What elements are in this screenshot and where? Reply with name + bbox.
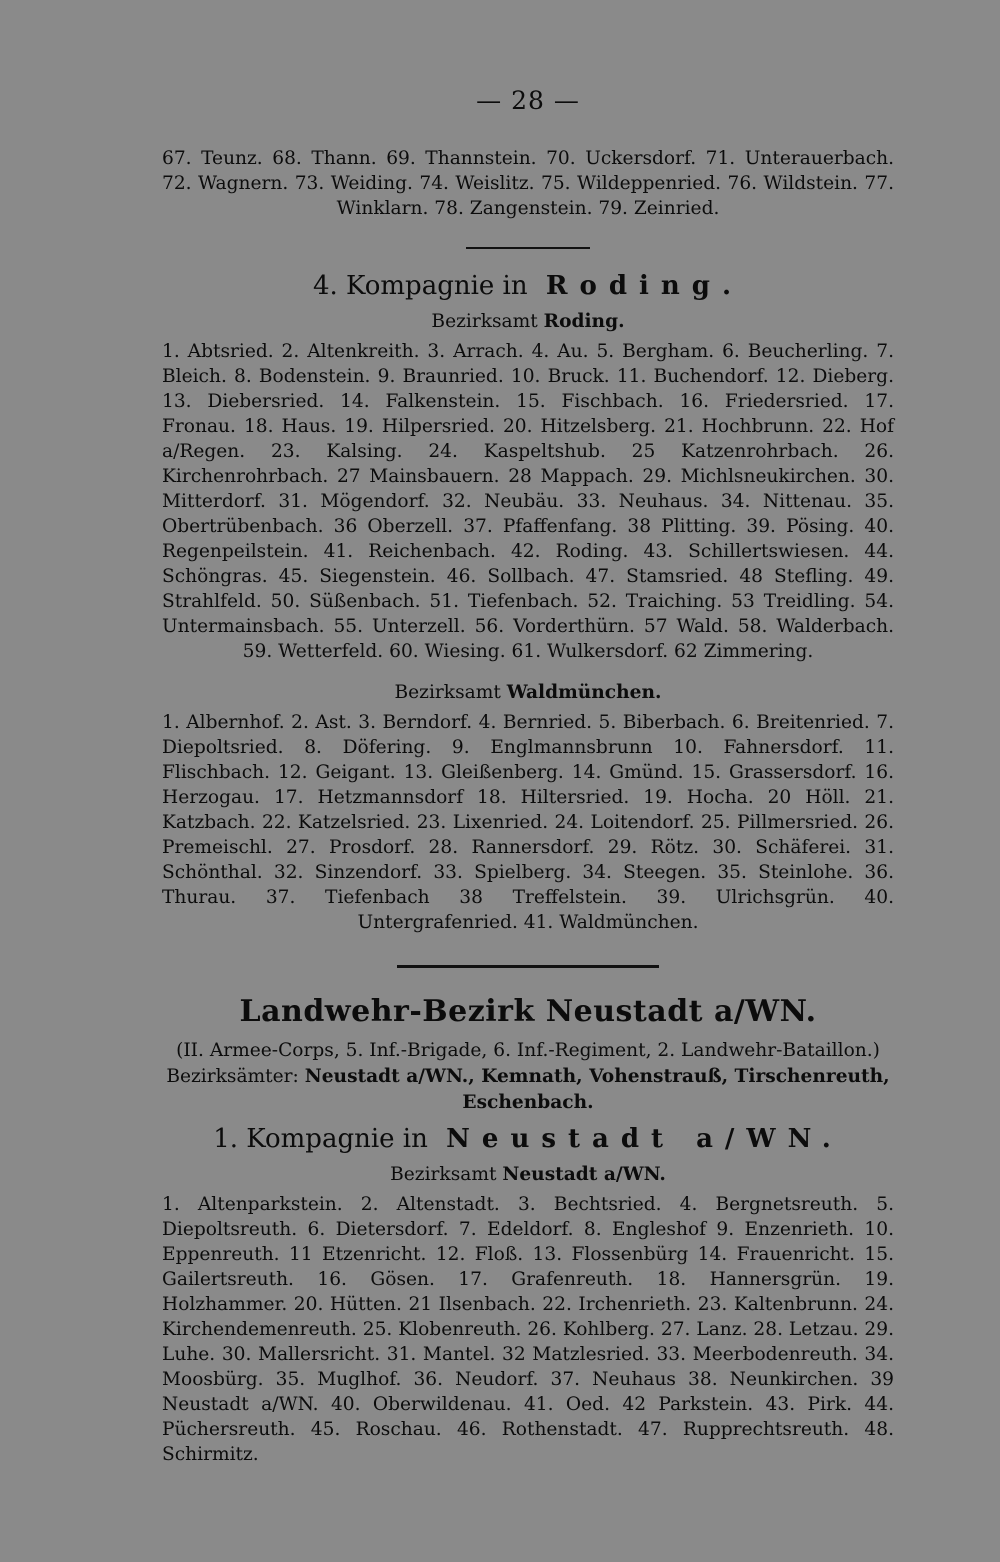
district-list-waldmuenchen: 1. Albernhof. 2. Ast. 3. Berndorf. 4. Bernried. 5. Biberbach. 6. Breitenried. 7. Diepoltsried. 8. Döfering. 9. Englmannsbrunn 10. Fahnersdorf. 11. Flischbach. 12. Geigant. 13. Gleißenberg. 14. Gmünd. 15. Grassersdorf. 16. Herzogau. 17. Hetzmannsdorf 18. Hiltersried. 19. Hocha. 20 Höll. 21. Katzbach. 22. Katzelsried. 23. Lixenried. 24. Loitendorf. 25. Pillmersried. 26. Premeischl. 27. Prosdorf. 28. Rannersdorf. 29. Rötz. 30. Schäferei. 31. Schönthal. 32. Sinzendorf. 33. Spielberg. 34. Steegen. 35. Steinlohe. 36. Thurau. 37. Tiefenbach 38 Treffelstein. 39. Ulrichsgrün. 40. Untergrafenried. 41. Waldmünchen. (162, 712, 894, 933)
intro-paragraph: 67. Teunz. 68. Thann. 69. Thannstein. 70. Uckersdorf. 71. Unterauerbach. 72. Wagnern. 73. Weiding. 74. Weislitz. 75. Wildeppenried. 76. Wildstein. 77. Winklarn. 78. Zangenstein. 79. Zeinried. (162, 148, 894, 219)
company-heading-prefix: 1. Kompagnie in (213, 1124, 428, 1154)
district-list-roding: 1. Abtsried. 2. Altenkreith. 3. Arrach. 4. Au. 5. Bergham. 6. Beucherling. 7. Bleich. 8. Bodenstein. 9. Braunried. 10. Bruck. 11. Buchendorf. 12. Dieberg. 13. Diebersried. 14. Falkenstein. 15. Fischbach. 16. Friedersried. 17. Fronau. 18. Haus. 19. Hilpersried. 20. Hitzelsberg. 21. Hochbrunn. 22. Hof a/Regen. 23. Kalsing. 24. Kaspeltshub. 25 Katzenrohrbach. 26. Kirchenrohrbach. 27 Mainsbauern. 28 Mappach. 29. Michlsneukirchen. 30. Mitterdorf. 31. Mögendorf. 32. Neubäu. 33. Neuhaus. 34. Nittenau. 35. Obertrübenbach. 36 Oberzell. 37. Pfaffenfang. 38 Plitting. 39. Pösing. 40. Regenpeilstein. 41. Reichenbach. 42. Roding. 43. Schillertswiesen. 44. Schöngras. 45. Siegenstein. 46. Sollbach. 47. Stamsried. 48 Stefling. 49. Strahlfeld. 50. Süßenbach. 51. Tiefenbach. 52. Traiching. 53 Treidling. 54. Untermainsbach. 55. Unterzell. 56. Vorderthürn. 57 Wald. 58. Walderbach. 59. Wetterfeld. 60. Wiesing. 61. Wulkersdorf. 62 Zimmering. (162, 341, 894, 662)
district-name: Roding. (543, 311, 625, 332)
separator-rule (466, 247, 590, 249)
district-heading-roding (162, 309, 894, 335)
district-name: Waldmünchen. (506, 682, 662, 703)
company-heading-place: Roding. (545, 271, 744, 301)
district-list-neustadt: 1. Altenparkstein. 2. Altenstadt. 3. Bechtsried. 4. Bergnetsreuth. 5. Diepoltsreuth. 6. Dietersdorf. 7. Edeldorf. 8. Engleshof 9. Enzenrieth. 10. Eppenreuth. 11 Etzenricht. 12. Floß. 13. Flossenbürg 14. Frauenricht. 15. Gailertsreuth. 16. Gösen. 17. Grafenreuth. 18. Hannersgrün. 19. Holzhammer. 20. Hütten. 21 Ilsenbach. 22. Irchenrieth. 23. Kaltenbrunn. 24. Kirchendemenreuth. 25. Klobenreuth. 26. Kohlberg. 27. Lanz. 28. Letzau. 29. Luhe. 30. Mallersricht. 31. Mantel. 32 Matzlesried. 33. Meerbodenreuth. 34. Moosbürg. 35. Muglhof. 36. Neudorf. 37. Neuhaus 38. Neunkirchen. 39 Neustadt a/WN. 40. Oberwildenau. 41. Oed. 42 Parkstein. 43. Pirk. 44. Püchersreuth. 45. Roschau. 46. Rothenstadt. 47. Rupprechtsreuth. 48. Schirmitz. (162, 1194, 894, 1465)
district-heading-waldmuenchen (162, 680, 894, 706)
district-offices-names: Neustadt a/WN., Kemnath, Vohenstrauß, Tirschenreuth, Eschenbach. (304, 1066, 890, 1113)
landwehr-subtitle: (II. Armee-Corps, 5. Inf.-Brigade, 6. Inf.-Regiment, 2. Landwehr-Bataillon.) (176, 1040, 880, 1061)
district-offices-line (162, 1064, 894, 1116)
district-label: Bezirksamt (394, 682, 501, 703)
page-number: — 28 — (476, 86, 580, 115)
company-heading-place: Neustadt a/WN. (446, 1124, 843, 1154)
company-heading-roding (162, 269, 894, 303)
separator-rule-long (397, 965, 659, 968)
landwehr-heading: Landwehr-Bezirk Neustadt a/WN. (239, 994, 817, 1029)
company-heading-prefix: 4. Kompagnie in (312, 271, 528, 301)
district-heading-neustadt (162, 1162, 894, 1188)
district-offices-label: Bezirksämter: (166, 1066, 299, 1087)
district-label: Bezirksamt (390, 1164, 497, 1185)
company-heading-neustadt (162, 1122, 894, 1156)
district-name: Neustadt a/WN. (502, 1164, 666, 1185)
district-label: Bezirksamt (431, 311, 538, 332)
